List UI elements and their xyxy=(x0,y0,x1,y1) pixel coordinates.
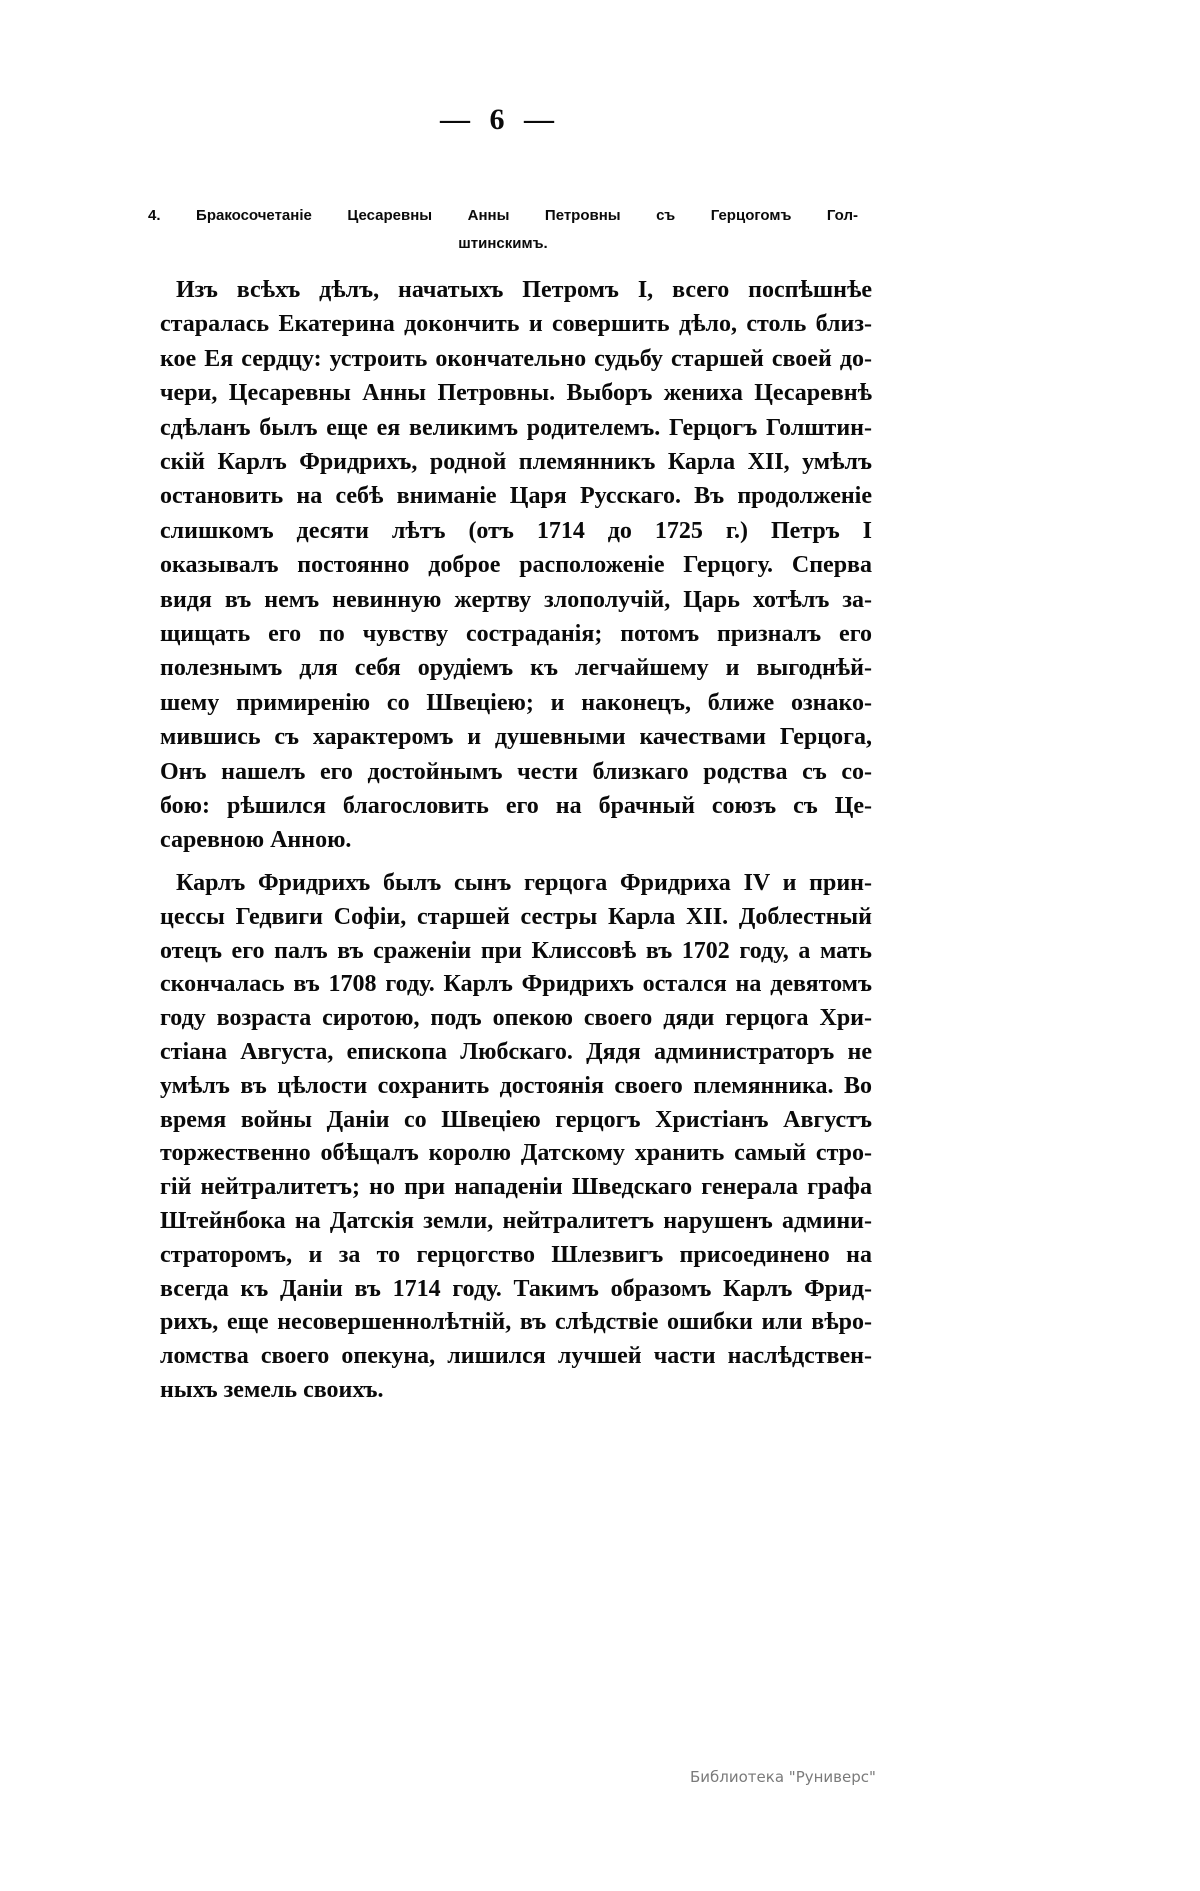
text-line: видя въ немъ невинную жертву злополучій, Царь хотѣлъ за- xyxy=(160,586,872,613)
text-line: стіана Августа, епископа Любскаго. Дядя администраторъ не xyxy=(160,1039,872,1065)
text-line: шему примиренію со Швеціею; и наконецъ, ближе ознако- xyxy=(160,689,872,716)
text-line: году возраста сиротою, подъ опекою своего дяди герцога Хри- xyxy=(160,1005,872,1032)
text-line: ныхъ земель своихъ. xyxy=(160,1377,384,1403)
text-line: Онъ нашелъ его достойнымъ чести близкаго родства съ со- xyxy=(160,758,872,785)
text-line: всегда къ Даніи въ 1714 году. Такимъ образомъ Карлъ Фрид- xyxy=(160,1275,872,1302)
heading-line: штинскимъ. xyxy=(458,235,548,252)
text-line: ломства своего опекуна, лишился лучшей части наслѣдствен- xyxy=(160,1343,872,1370)
text-line: торжественно обѣщалъ королю Датскому хранить самый стро- xyxy=(160,1140,872,1167)
text-line: бою: рѣшился благословить его на брачный союзъ съ Це- xyxy=(160,793,872,819)
text-line: старалась Екатерина докончить и совершить дѣло, столь близ- xyxy=(160,311,872,338)
library-watermark: Библиотека "Руниверс" xyxy=(690,1768,876,1786)
page-number: — 6 — xyxy=(440,103,560,136)
text-line: скончалась въ 1708 году. Карлъ Фридрихъ остался на девятомъ xyxy=(160,971,872,998)
text-line: чери, Цесаревны Анны Петровны. Выборъ жениха Цесаревнѣ xyxy=(160,380,872,407)
text-line: гій нейтралитетъ; но при нападеніи Шведскаго генерала графа xyxy=(160,1174,872,1201)
text-line: саревною Анною. xyxy=(160,827,352,854)
text-line: полезнымъ для себя орудіемъ къ легчайшему и выгоднѣй- xyxy=(160,655,872,682)
text-line: скій Карлъ Фридрихъ, родной племянникъ Карла XII, умѣлъ xyxy=(160,449,872,475)
text-line: слишкомъ десяти лѣтъ (отъ 1714 до 1725 г.) Петръ I xyxy=(160,517,872,544)
text-line: Карлъ Фридрихъ былъ сынъ герцога Фридриха IV и прин- xyxy=(176,870,872,896)
text-line: кое Ея сердцу: устроить окончательно судьбу старшей своей до- xyxy=(160,345,872,372)
text-line: рихъ, еще несовершеннолѣтній, въ слѣдствіе ошибки или вѣро- xyxy=(160,1309,872,1336)
text-line: сдѣланъ былъ еще ея великимъ родителемъ. Герцогъ Голштин- xyxy=(160,414,872,441)
text-line: Штейнбока на Датскія земли, нейтралитетъ нарушенъ админи- xyxy=(160,1208,872,1234)
heading-line: 4. Бракосочетаніе Цесаревны Анны Петровны съ Герцогомъ Гол- xyxy=(148,207,858,224)
text-line: отецъ его палъ въ сраженіи при Клиссовѣ въ 1702 году, а мать xyxy=(160,937,872,964)
text-line: мившись съ характеромъ и душевными качествами Герцога, xyxy=(160,724,872,751)
text-line: остановить на себѣ вниманіе Царя Русскаго. Въ продолженіе xyxy=(160,483,872,510)
text-line: страторомъ, и за то герцогство Шлезвигъ присоединено на xyxy=(160,1241,872,1268)
text-line: умѣлъ въ цѣлости сохранить достоянія своего племянника. Во xyxy=(160,1072,872,1099)
text-line: оказывалъ постоянно доброе расположеніе Герцогу. Сперва xyxy=(160,552,872,579)
text-line: щищать его по чувству состраданія; потомъ призналъ его xyxy=(160,621,872,647)
text-line: время войны Даніи со Швеціею герцогъ Христіанъ Августъ xyxy=(160,1106,872,1133)
text-line: Изъ всѣхъ дѣлъ, начатыхъ Петромъ I, всего поспѣшнѣе xyxy=(176,277,872,303)
text-line: цессы Гедвиги Софіи, старшей сестры Карла XII. Доблестный xyxy=(160,903,872,930)
